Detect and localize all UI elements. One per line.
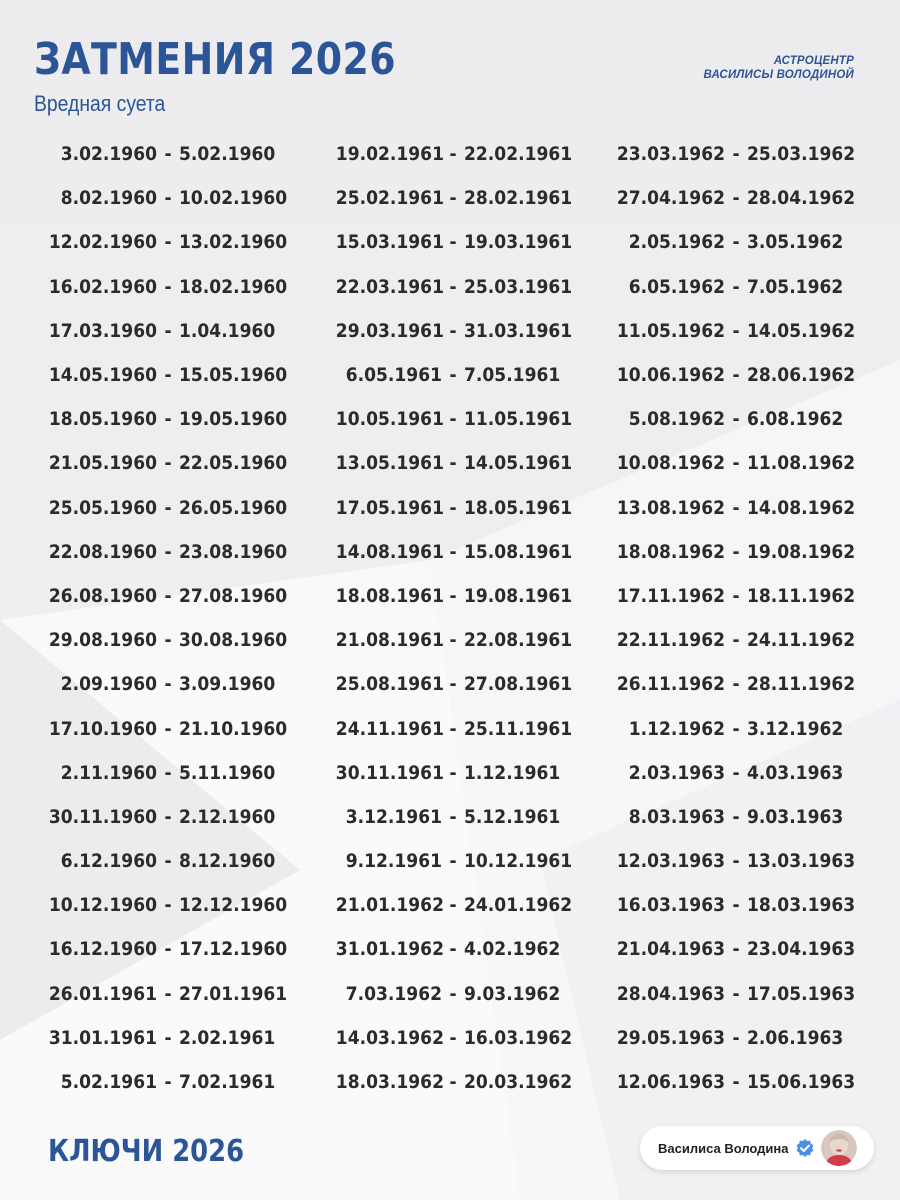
range-end-date: 19.03.1961 — [464, 231, 573, 254]
range-end-date: 4.03.1963 — [747, 761, 844, 784]
range-end-date: 27.01.1961 — [179, 982, 288, 1005]
range-start-date: 6.05.1962 — [628, 275, 725, 298]
range-end-date: 28.11.1962 — [747, 673, 856, 696]
range-end-date: 11.05.1961 — [464, 408, 573, 431]
range-separator: - — [449, 982, 457, 1005]
range-start-date: 17.05.1961 — [335, 496, 444, 519]
range-separator: - — [732, 275, 740, 298]
range-separator: - — [164, 805, 172, 828]
date-range-row — [598, 1060, 874, 1104]
date-range-row — [598, 618, 874, 662]
range-end-date: 14.05.1962 — [747, 319, 856, 342]
date-range-row — [318, 927, 588, 971]
range-start-date: 22.03.1961 — [335, 275, 444, 298]
date-range-row — [28, 574, 308, 618]
range-separator: - — [164, 1071, 172, 1094]
range-separator: - — [164, 629, 172, 652]
range-start-date: 30.11.1960 — [48, 805, 158, 828]
range-separator: - — [449, 584, 457, 607]
range-separator: - — [732, 231, 740, 254]
range-separator: - — [732, 894, 740, 917]
range-start-date: 11.05.1962 — [616, 319, 725, 342]
range-separator: - — [449, 231, 457, 254]
range-end-date: 22.05.1960 — [179, 452, 288, 475]
date-range-row — [318, 530, 588, 574]
date-range-row — [598, 441, 874, 485]
range-start-date: 21.08.1961 — [335, 629, 444, 652]
range-separator: - — [732, 143, 740, 166]
range-end-date: 11.08.1962 — [747, 452, 856, 475]
date-range-row — [318, 839, 588, 883]
range-end-date: 3.12.1962 — [747, 717, 844, 740]
range-end-date: 28.04.1962 — [747, 187, 856, 210]
range-end-date: 17.05.1963 — [747, 982, 856, 1005]
range-start-date: 6.05.1961 — [345, 364, 442, 387]
range-separator: - — [732, 584, 740, 607]
range-separator: - — [449, 408, 457, 431]
range-separator: - — [449, 187, 457, 210]
range-separator: - — [732, 1026, 740, 1049]
range-end-date: 10.12.1961 — [464, 850, 573, 873]
range-separator: - — [732, 496, 740, 519]
range-end-date: 14.08.1962 — [747, 496, 856, 519]
range-start-date: 30.11.1961 — [335, 761, 444, 784]
range-end-date: 27.08.1960 — [179, 584, 288, 607]
range-start-date: 17.10.1960 — [48, 717, 158, 740]
range-separator: - — [732, 805, 740, 828]
range-start-date: 26.01.1961 — [48, 982, 158, 1005]
date-range-row — [28, 927, 308, 971]
page-subtitle: Вредная суета — [34, 91, 166, 116]
range-start-date: 12.03.1963 — [616, 850, 725, 873]
range-separator: - — [732, 408, 740, 431]
date-range-row — [28, 353, 308, 397]
range-separator: - — [449, 938, 457, 961]
range-start-date: 18.03.1962 — [335, 1071, 444, 1094]
range-separator: - — [732, 850, 740, 873]
range-end-date: 25.03.1962 — [747, 143, 856, 166]
range-end-date: 25.03.1961 — [464, 275, 573, 298]
date-range-row — [28, 618, 308, 662]
date-range-row — [28, 706, 308, 750]
date-range-row — [28, 176, 308, 220]
range-start-date: 2.09.1960 — [60, 673, 157, 696]
range-end-date: 5.11.1960 — [179, 761, 276, 784]
date-range-row — [598, 530, 874, 574]
range-start-date: 5.08.1962 — [628, 408, 725, 431]
range-separator: - — [164, 982, 172, 1005]
range-start-date: 2.05.1962 — [628, 231, 725, 254]
date-range-row — [598, 220, 874, 264]
date-range-row — [28, 839, 308, 883]
date-range-row — [318, 795, 588, 839]
range-start-date: 8.02.1960 — [60, 187, 157, 210]
range-start-date: 1.12.1962 — [628, 717, 725, 740]
range-start-date: 16.02.1960 — [48, 275, 158, 298]
range-end-date: 1.12.1961 — [464, 761, 561, 784]
range-end-date: 2.02.1961 — [179, 1026, 276, 1049]
brand-line-1: АСТРОЦЕНТР — [773, 55, 854, 67]
range-separator: - — [164, 231, 172, 254]
date-range-row — [598, 972, 874, 1016]
date-range-row — [598, 795, 874, 839]
range-separator: - — [732, 452, 740, 475]
range-start-date: 24.11.1961 — [335, 717, 444, 740]
range-start-date: 21.05.1960 — [48, 452, 158, 475]
range-separator: - — [449, 540, 457, 563]
range-start-date: 21.04.1963 — [616, 938, 725, 961]
range-separator: - — [164, 143, 172, 166]
date-range-row — [28, 530, 308, 574]
range-separator: - — [449, 319, 457, 342]
range-end-date: 16.03.1962 — [464, 1026, 573, 1049]
page-title: ЗАТМЕНИЯ 2026 — [34, 34, 397, 85]
avatar[interactable] — [821, 1130, 857, 1166]
range-end-date: 31.03.1961 — [464, 319, 573, 342]
range-start-date: 22.08.1960 — [48, 540, 158, 563]
range-end-date: 19.08.1961 — [464, 584, 573, 607]
brand-line-2: ВАСИЛИСЫ ВОЛОДИНОЙ — [703, 69, 854, 81]
range-end-date: 4.02.1962 — [464, 938, 561, 961]
date-range-row — [28, 1016, 308, 1060]
date-range-row — [318, 883, 588, 927]
date-range-row — [28, 486, 308, 530]
date-range-row — [318, 441, 588, 485]
range-separator: - — [164, 275, 172, 298]
range-separator: - — [732, 1071, 740, 1094]
range-end-date: 15.06.1963 — [747, 1071, 856, 1094]
range-start-date: 23.03.1962 — [616, 143, 725, 166]
range-separator: - — [732, 629, 740, 652]
range-separator: - — [732, 717, 740, 740]
date-range-row — [318, 662, 588, 706]
range-start-date: 16.03.1963 — [616, 894, 725, 917]
date-column-1 — [28, 132, 308, 1104]
range-end-date: 3.05.1962 — [747, 231, 844, 254]
range-start-date: 13.05.1961 — [335, 452, 444, 475]
range-start-date: 31.01.1961 — [48, 1026, 158, 1049]
date-range-row — [318, 309, 588, 353]
date-range-row — [28, 132, 308, 176]
date-range-row — [28, 883, 308, 927]
range-start-date: 29.05.1963 — [616, 1026, 725, 1049]
range-separator: - — [449, 275, 457, 298]
range-end-date: 28.06.1962 — [747, 364, 856, 387]
author-name: Василиса Володина — [658, 1140, 789, 1156]
range-end-date: 13.02.1960 — [179, 231, 288, 254]
range-start-date: 3.12.1961 — [345, 805, 442, 828]
range-separator: - — [732, 187, 740, 210]
range-start-date: 29.03.1961 — [335, 319, 444, 342]
range-end-date: 9.03.1963 — [747, 805, 844, 828]
range-end-date: 5.12.1961 — [464, 805, 561, 828]
range-start-date: 22.11.1962 — [616, 629, 725, 652]
range-end-date: 19.05.1960 — [179, 408, 288, 431]
range-end-date: 7.05.1961 — [464, 364, 561, 387]
range-separator: - — [164, 187, 172, 210]
range-end-date: 5.02.1960 — [179, 143, 276, 166]
range-end-date: 26.05.1960 — [179, 496, 288, 519]
range-end-date: 23.08.1960 — [179, 540, 288, 563]
range-separator: - — [449, 805, 457, 828]
range-separator: - — [449, 1071, 457, 1094]
range-separator: - — [732, 364, 740, 387]
verified-check-icon — [795, 1138, 815, 1158]
range-separator: - — [449, 894, 457, 917]
date-range-row — [598, 751, 874, 795]
range-separator: - — [449, 496, 457, 519]
date-range-row — [598, 353, 874, 397]
date-range-row — [598, 176, 874, 220]
range-end-date: 28.02.1961 — [464, 187, 573, 210]
range-separator: - — [449, 717, 457, 740]
range-start-date: 14.08.1961 — [335, 540, 444, 563]
range-end-date: 21.10.1960 — [179, 717, 288, 740]
date-range-row — [28, 397, 308, 441]
range-end-date: 18.03.1963 — [747, 894, 856, 917]
range-start-date: 9.12.1961 — [345, 850, 442, 873]
date-range-row — [598, 927, 874, 971]
date-range-row — [598, 574, 874, 618]
range-start-date: 10.08.1962 — [616, 452, 725, 475]
range-separator: - — [732, 938, 740, 961]
range-end-date: 18.02.1960 — [179, 275, 288, 298]
range-separator: - — [449, 1026, 457, 1049]
date-range-row — [598, 309, 874, 353]
range-start-date: 14.05.1960 — [48, 364, 158, 387]
date-range-row — [318, 1016, 588, 1060]
range-separator: - — [164, 938, 172, 961]
range-start-date: 10.05.1961 — [335, 408, 444, 431]
range-separator: - — [732, 673, 740, 696]
range-separator: - — [449, 629, 457, 652]
range-end-date: 22.08.1961 — [464, 629, 573, 652]
date-range-row — [598, 265, 874, 309]
range-separator: - — [449, 673, 457, 696]
range-separator: - — [164, 364, 172, 387]
range-start-date: 13.08.1962 — [616, 496, 725, 519]
range-start-date: 18.08.1961 — [335, 584, 444, 607]
range-separator: - — [164, 452, 172, 475]
range-end-date: 24.01.1962 — [464, 894, 573, 917]
date-range-row — [28, 795, 308, 839]
range-separator: - — [164, 496, 172, 519]
range-start-date: 28.04.1963 — [616, 982, 725, 1005]
date-range-row — [28, 309, 308, 353]
date-range-row — [28, 751, 308, 795]
date-range-row — [318, 1060, 588, 1104]
range-end-date: 20.03.1962 — [464, 1071, 573, 1094]
range-start-date: 21.01.1962 — [335, 894, 444, 917]
range-start-date: 25.02.1961 — [335, 187, 444, 210]
date-range-row — [318, 353, 588, 397]
range-end-date: 24.11.1962 — [747, 629, 856, 652]
date-range-row — [318, 706, 588, 750]
range-separator: - — [449, 143, 457, 166]
range-start-date: 17.03.1960 — [48, 319, 158, 342]
range-start-date: 26.08.1960 — [48, 584, 158, 607]
range-start-date: 26.11.1962 — [616, 673, 725, 696]
date-range-row — [598, 397, 874, 441]
date-range-row — [318, 486, 588, 530]
range-separator: - — [732, 319, 740, 342]
date-range-row — [318, 176, 588, 220]
range-end-date: 25.11.1961 — [464, 717, 573, 740]
range-separator: - — [164, 717, 172, 740]
range-end-date: 9.03.1962 — [464, 982, 561, 1005]
range-start-date: 12.02.1960 — [48, 231, 158, 254]
date-range-row — [598, 1016, 874, 1060]
range-end-date: 7.02.1961 — [179, 1071, 276, 1094]
range-start-date: 2.11.1960 — [60, 761, 157, 784]
date-range-row — [28, 1060, 308, 1104]
range-end-date: 2.06.1963 — [747, 1026, 844, 1049]
date-range-row — [28, 265, 308, 309]
range-start-date: 25.08.1961 — [335, 673, 444, 696]
date-range-row — [598, 883, 874, 927]
range-start-date: 29.08.1960 — [48, 629, 158, 652]
range-start-date: 31.01.1962 — [335, 938, 444, 961]
range-separator: - — [449, 364, 457, 387]
date-range-row — [318, 265, 588, 309]
range-start-date: 10.12.1960 — [48, 894, 158, 917]
range-end-date: 15.08.1961 — [464, 540, 573, 563]
date-range-row — [318, 397, 588, 441]
date-range-row — [318, 751, 588, 795]
date-column-2 — [318, 132, 588, 1104]
date-range-row — [28, 662, 308, 706]
date-range-row — [598, 132, 874, 176]
range-separator: - — [449, 761, 457, 784]
range-start-date: 16.12.1960 — [48, 938, 158, 961]
brand-logo-text — [703, 54, 854, 82]
range-end-date: 2.12.1960 — [179, 805, 276, 828]
date-column-3 — [598, 132, 874, 1104]
range-separator: - — [164, 673, 172, 696]
date-range-row — [318, 132, 588, 176]
range-end-date: 7.05.1962 — [747, 275, 844, 298]
range-separator: - — [164, 319, 172, 342]
date-range-row — [598, 839, 874, 883]
range-end-date: 30.08.1960 — [179, 629, 288, 652]
date-range-row — [28, 972, 308, 1016]
range-end-date: 13.03.1963 — [747, 850, 856, 873]
range-separator: - — [164, 850, 172, 873]
range-end-date: 3.09.1960 — [179, 673, 276, 696]
range-separator: - — [164, 894, 172, 917]
range-end-date: 17.12.1960 — [179, 938, 288, 961]
range-start-date: 27.04.1962 — [616, 187, 725, 210]
range-end-date: 8.12.1960 — [179, 850, 276, 873]
range-start-date: 12.06.1963 — [616, 1071, 725, 1094]
date-range-row — [318, 618, 588, 662]
range-end-date: 18.05.1961 — [464, 496, 573, 519]
range-separator: - — [164, 408, 172, 431]
range-end-date: 27.08.1961 — [464, 673, 573, 696]
range-end-date: 10.02.1960 — [179, 187, 288, 210]
range-start-date: 25.05.1960 — [48, 496, 158, 519]
range-end-date: 19.08.1962 — [747, 540, 856, 563]
range-end-date: 12.12.1960 — [179, 894, 288, 917]
footer-title: КЛЮЧИ 2026 — [48, 1134, 245, 1169]
range-separator: - — [732, 761, 740, 784]
range-start-date: 5.02.1961 — [60, 1071, 157, 1094]
range-separator: - — [164, 1026, 172, 1049]
range-end-date: 23.04.1963 — [747, 938, 856, 961]
range-end-date: 1.04.1960 — [179, 319, 276, 342]
date-range-row — [598, 662, 874, 706]
range-end-date: 6.08.1962 — [747, 408, 844, 431]
range-separator: - — [449, 850, 457, 873]
range-start-date: 7.03.1962 — [345, 982, 442, 1005]
range-separator: - — [164, 584, 172, 607]
date-range-row — [598, 706, 874, 750]
range-start-date: 6.12.1960 — [60, 850, 157, 873]
range-start-date: 3.02.1960 — [60, 143, 157, 166]
range-start-date: 8.03.1963 — [628, 805, 725, 828]
author-badge[interactable] — [640, 1126, 874, 1170]
range-separator: - — [164, 761, 172, 784]
range-start-date: 19.02.1961 — [335, 143, 444, 166]
range-end-date: 18.11.1962 — [747, 584, 856, 607]
date-range-row — [28, 220, 308, 264]
date-range-row — [318, 220, 588, 264]
range-start-date: 18.08.1962 — [616, 540, 725, 563]
range-separator: - — [732, 982, 740, 1005]
range-end-date: 22.02.1961 — [464, 143, 573, 166]
date-range-row — [318, 574, 588, 618]
range-start-date: 17.11.1962 — [616, 584, 725, 607]
range-separator: - — [449, 452, 457, 475]
date-range-row — [598, 486, 874, 530]
range-start-date: 14.03.1962 — [335, 1026, 444, 1049]
range-start-date: 15.03.1961 — [335, 231, 444, 254]
date-range-row — [28, 441, 308, 485]
date-range-row — [318, 972, 588, 1016]
range-start-date: 2.03.1963 — [628, 761, 725, 784]
range-separator: - — [164, 540, 172, 563]
range-start-date: 10.06.1962 — [616, 364, 725, 387]
range-end-date: 14.05.1961 — [464, 452, 573, 475]
range-separator: - — [732, 540, 740, 563]
range-start-date: 18.05.1960 — [48, 408, 158, 431]
range-end-date: 15.05.1960 — [179, 364, 288, 387]
